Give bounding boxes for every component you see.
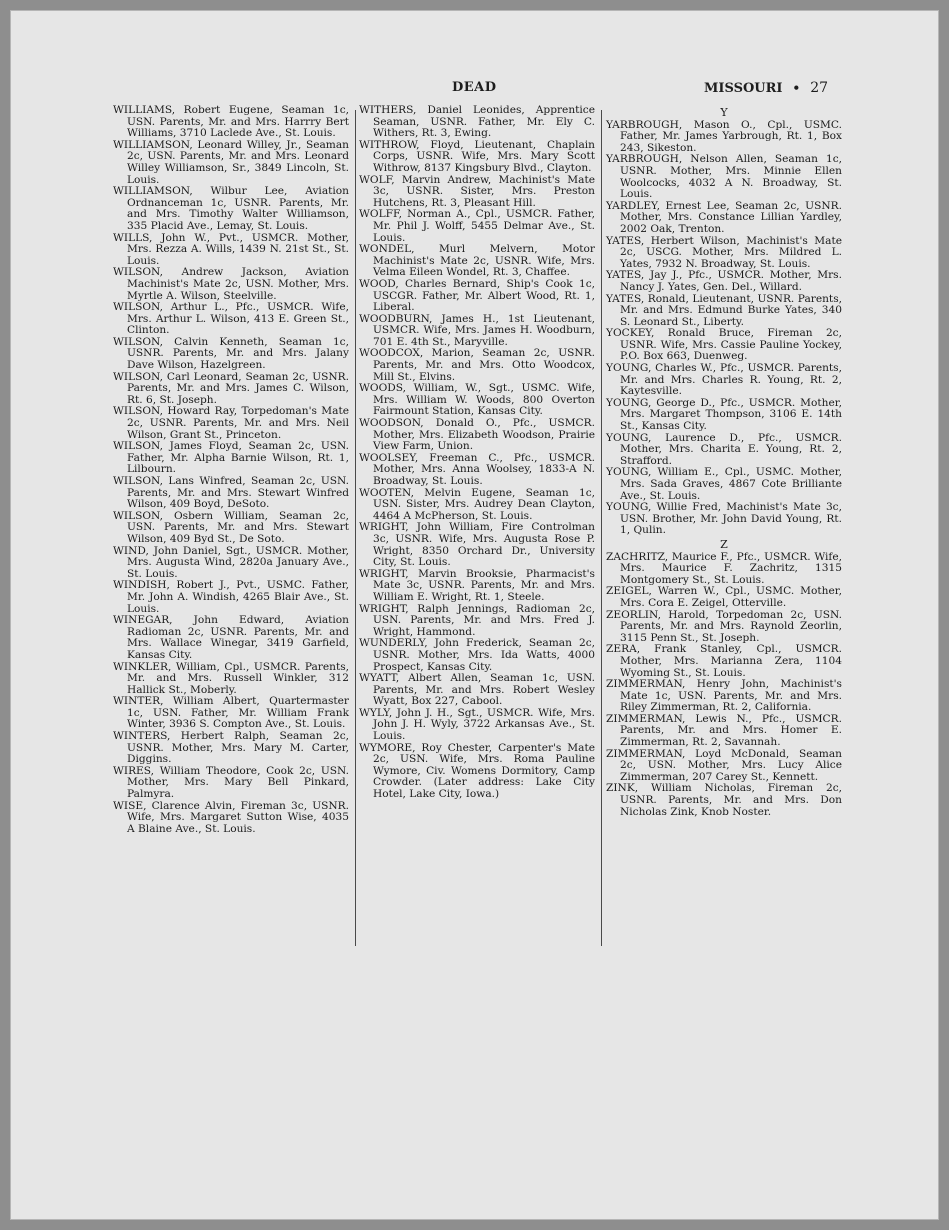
roll-entry: WILSON, Osbern William, Seaman 2c, USN. Parents, Mr. and Mrs. Stewart Wilson, 409 Byd St., De Soto.: [113, 509, 349, 545]
roll-entry: YOUNG, Laurence D., Pfc., USMCR. Mother, Mrs. Charita E. Young, Rt. 2, Strafford.: [606, 431, 842, 467]
roll-entry: WILSON, Lans Winfred, Seaman 2c, USN. Parents, Mr. and Mrs. Stewart Winfred Wilson, 409 Boyd, DeSoto.: [113, 475, 349, 511]
roll-entry: ZINK, William Nicholas, Fireman 2c, USNR. Parents, Mr. and Mrs. Don Nicholas Zink, Knob Noster.: [606, 782, 842, 818]
roll-entry: WIRES, William Theodore, Cook 2c, USN. Mother, Mrs. Mary Bell Pinkard, Palmyra.: [113, 764, 349, 801]
roll-entry: ZEORLIN, Harold, Torpedoman 2c, USN. Parents, Mr. and Mrs. Raynold Zeorlin, 3115 Penn St., St. Joseph.: [606, 608, 842, 644]
roll-entry: WOOLSEY, Freeman C., Pfc., USMCR. Mother, Mrs. Anna Woolsey, 1833-A N. Broadway, St. Louis.: [359, 451, 595, 487]
roll-entry: WYMORE, Roy Chester, Carpenter's Mate 2c, USN. Wife, Mrs. Roma Pauline Wymore, Civ. Womens Dormitory, Camp Crowder. (Later address: Lake City Hotel, Lake City, Iowa.): [359, 741, 595, 801]
roll-entry: WILSON, Andrew Jackson, Aviation Machinist's Mate 2c, USN. Mother, Mrs. Myrtle A. Wilson, Steelville.: [113, 266, 349, 302]
roll-entry: YOCKEY, Ronald Bruce, Fireman 2c, USNR. Wife, Mrs. Cassie Pauline Yockey, P.O. Box 663, Duenweg.: [606, 327, 842, 363]
roll-entry: WILSON, James Floyd, Seaman 2c, USN. Father, Mr. Alpha Barnie Wilson, Rt. 1, Lilbourn.: [113, 440, 349, 476]
roll-entry: ZEIGEL, Warren W., Cpl., USMC. Mother, Mrs. Cora E. Zeigel, Otterville.: [606, 585, 842, 609]
roll-entry: WOOD, Charles Bernard, Ship's Cook 1c, USCGR. Father, Mr. Albert Wood, Rt. 1, Liberal.: [359, 277, 595, 314]
section-heading: DEAD: [452, 80, 497, 95]
roll-entry: ZIMMERMAN, Lewis N., Pfc., USMCR. Parents, Mr. and Mrs. Homer E. Zimmerman, Rt. 2, Savannah.: [606, 712, 842, 749]
roll-entry: YATES, Herbert Wilson, Machinist's Mate 2c, USCG. Mother, Mrs. Mildred L. Yates, 7932 N. Broadway, St. Louis.: [606, 234, 842, 270]
roll-entry: WINKLER, William, Cpl., USMCR. Parents, Mr. and Mrs. Russell Winkler, 312 Hallick St., Moberly.: [113, 660, 349, 696]
roll-entry: ZERA, Frank Stanley, Cpl., USMCR. Mother, Mrs. Marianna Zera, 1104 Wyoming St., St. Louis.: [606, 643, 842, 679]
page-number: 27: [810, 80, 829, 96]
roll-entry: WILSON, Howard Ray, Torpedoman's Mate 2c, USNR. Parents, Mr. and Mrs. Neil Wilson, Grant St., Princeton.: [113, 405, 349, 441]
section-letter: Y: [720, 106, 728, 119]
state-name: MISSOURI: [704, 81, 783, 96]
roll-entry: WILLIAMSON, Wilbur Lee, Aviation Ordnanceman 1c, USNR. Parents, Mr. and Mrs. Timothy Walter Williamson, 335 Placid Ave., Lemay, St. Louis.: [113, 185, 349, 232]
column-1: [113, 105, 349, 835]
roll-entry: YATES, Ronald, Lieutenant, USNR. Parents, Mr. and Mrs. Edmund Burke Yates, 340 S. Leonard St., Liberty.: [606, 292, 842, 328]
column-rule: [355, 110, 356, 946]
roll-entry: WILSON, Carl Leonard, Seaman 2c, USNR. Parents, Mr. and Mrs. James C. Wilson, Rt. 6, St. Joseph.: [113, 370, 349, 406]
header-bullet: •: [792, 81, 801, 95]
roll-entry: YOUNG, Willie Fred, Machinist's Mate 3c, USN. Brother, Mr. John David Young, Rt. 1, Qulin.: [606, 501, 842, 537]
roll-entry: WUNDERLY, John Frederick, Seaman 2c, USNR. Mother, Mrs. Ida Watts, 4000 Prospect, Kansas City.: [359, 637, 595, 673]
roll-entry: WOLFF, Norman A., Cpl., USMCR. Father, Mr. Phil J. Wolff, 5455 Delmar Ave., St. Louis.: [359, 208, 595, 244]
running-header: [704, 80, 828, 96]
section-letter: Z: [720, 537, 728, 551]
roll-entry: ZIMMERMAN, Loyd McDonald, Seaman 2c, USN. Mother, Mrs. Lucy Alice Zimmerman, 207 Carey St., Kennett.: [606, 747, 842, 783]
roll-entry: WITHERS, Daniel Leonides, Apprentice Seaman, USNR. Father, Mr. Ely C. Withers, Rt. 3, Ewing.: [359, 104, 595, 140]
roll-entry: WILLS, John W., Pvt., USMCR. Mother, Mrs. Rezza A. Wills, 1439 N. 21st St., St. Louis.: [113, 231, 349, 267]
roll-entry: WYLY, John J. H., Sgt., USMCR. Wife, Mrs. John J. H. Wyly, 3722 Arkansas Ave., St. Louis.: [359, 706, 595, 743]
roll-entry: WOODS, William, W., Sgt., USMC. Wife, Mrs. William W. Woods, 800 Overton Fairmount Station, Kansas City.: [359, 382, 595, 418]
roll-entry: WILLIAMS, Robert Eugene, Seaman 1c, USN. Parents, Mr. and Mrs. Harrry Bert Williams, 3710 Laclede Ave., St. Louis.: [113, 104, 349, 140]
roll-entry: WRIGHT, Marvin Brooksie, Pharmacist's Mate 3c, USNR. Parents, Mr. and Mrs. William E. Wright, Rt. 1, Steele.: [359, 567, 595, 603]
roll-entry: WRIGHT, Ralph Jennings, Radioman 2c, USN. Parents, Mr. and Mrs. Fred J. Wright, Hammond.: [359, 602, 595, 638]
roll-entry: WINTER, William Albert, Quartermaster 1c, USN. Father, Mr. William Frank Winter, 3936 S. Compton Ave., St. Louis.: [113, 695, 349, 731]
roll-entry: WITHROW, Floyd, Lieutenant, Chaplain Corps, USNR. Wife, Mrs. Mary Scott Withrow, 8137 Kingsbury Blvd., Clayton.: [359, 138, 595, 174]
roll-entry: WINTERS, Herbert Ralph, Seaman 2c, USNR. Mother, Mrs. Mary M. Carter, Diggins.: [113, 730, 349, 766]
roll-entry: WILLIAMSON, Leonard Willey, Jr., Seaman 2c, USN. Parents, Mr. and Mrs. Leonard Willey Williamson, Sr., 3849 Lincoln, St. Louis.: [113, 138, 349, 186]
roll-entry: WOODSON, Donald O., Pfc., USMCR. Mother, Mrs. Elizabeth Woodson, Prairie View Farm, Union.: [359, 417, 595, 453]
roll-entry: YARDLEY, Ernest Lee, Seaman 2c, USNR. Mother, Mrs. Constance Lillian Yardley, 2002 Oak, Trenton.: [606, 199, 842, 235]
column-rule: [601, 110, 602, 946]
roll-entry: WIND, John Daniel, Sgt., USMCR. Mother, Mrs. Augusta Wind, 2820a January Ave., St. Louis.: [113, 544, 349, 580]
roll-entry: YATES, Jay J., Pfc., USMCR. Mother, Mrs. Nancy J. Yates, Gen. Del., Willard.: [606, 269, 842, 293]
roll-entry: YARBROUGH, Nelson Allen, Seaman 1c, USNR. Mother, Mrs. Minnie Ellen Woolcocks, 4032 A N. Broadway, St. Louis.: [606, 153, 842, 201]
roll-entry: YOUNG, George D., Pfc., USMCR. Mother, Mrs. Margaret Thompson, 3106 E. 14th St., Kansas City.: [606, 396, 842, 433]
column-3: [606, 105, 842, 818]
roll-entry: YARBROUGH, Mason O., Cpl., USMC. Father, Mr. James Yarbrough, Rt. 1, Box 243, Sikeston.: [606, 118, 842, 154]
roll-entry: WINEGAR, John Edward, Aviation Radioman 2c, USNR. Parents, Mr. and Mrs. Wallace Winegar, 3419 Garfield, Kansas City.: [113, 614, 349, 661]
roll-entry: WINDISH, Robert J., Pvt., USMC. Father, Mr. John A. Windish, 4265 Blair Ave., St. Louis.: [113, 579, 349, 615]
column-2: [359, 105, 595, 801]
roll-entry: WONDEL, Murl Melvern, Motor Machinist's Mate 2c, USNR. Wife, Mrs. Velma Eileen Wondel, Rt. 3, Chaffee.: [359, 243, 595, 279]
roll-entry: WOLF, Marvin Andrew, Machinist's Mate 3c, USNR. Sister, Mrs. Preston Hutchens, Rt. 3, Pleasant Hill.: [359, 173, 595, 209]
roll-entry: YOUNG, William E., Cpl., USMC. Mother, Mrs. Sada Graves, 4867 Cote Brilliante Ave., St. Louis.: [606, 466, 842, 502]
roll-entry: WOOTEN, Melvin Eugene, Seaman 1c, USN. Sister, Mrs. Audrey Dean Clayton, 4464 A McPherson, St. Louis.: [359, 486, 595, 522]
document-page: [10, 10, 939, 1220]
roll-entry: WRIGHT, John William, Fire Controlman 3c, USNR. Wife, Mrs. Augusta Rose P. Wright, 8350 Orchard Dr., University City, St. Louis.: [359, 521, 595, 569]
roll-entry: ZACHRITZ, Maurice F., Pfc., USMCR. Wife, Mrs. Maurice F. Zachritz, 1315 Montgomery St., St. Louis.: [606, 550, 842, 586]
roll-entry: WILSON, Arthur L., Pfc., USMCR. Wife, Mrs. Arthur L. Wilson, 413 E. Green St., Clinton.: [113, 301, 349, 337]
roll-entry: WOODBURN, James H., 1st Lieutenant, USMCR. Wife, Mrs. James H. Woodburn, 701 E. 4th St., Maryville.: [359, 312, 595, 348]
roll-entry: WILSON, Calvin Kenneth, Seaman 1c, USNR. Parents, Mr. and Mrs. Jalany Dave Wilson, Hazelgreen.: [113, 335, 349, 372]
roll-entry: WISE, Clarence Alvin, Fireman 3c, USNR. Wife, Mrs. Margaret Sutton Wise, 4035 A Blaine Ave., St. Louis.: [113, 799, 349, 835]
roll-entry: WOODCOX, Marion, Seaman 2c, USNR. Parents, Mr. and Mrs. Otto Woodcox, Mill St., Elvins.: [359, 347, 595, 383]
roll-entry: YOUNG, Charles W., Pfc., USMCR. Parents, Mr. and Mrs. Charles R. Young, Rt. 2, Kaytesville.: [606, 362, 842, 398]
roll-entry: WYATT, Albert Allen, Seaman 1c, USN. Parents, Mr. and Mrs. Robert Wesley Wyatt, Box 227, Cabool.: [359, 672, 595, 708]
roll-entry: ZIMMERMAN, Henry John, Machinist's Mate 1c, USN. Parents, Mr. and Mrs. Riley Zimmerman, Rt. 2, California.: [606, 678, 842, 714]
